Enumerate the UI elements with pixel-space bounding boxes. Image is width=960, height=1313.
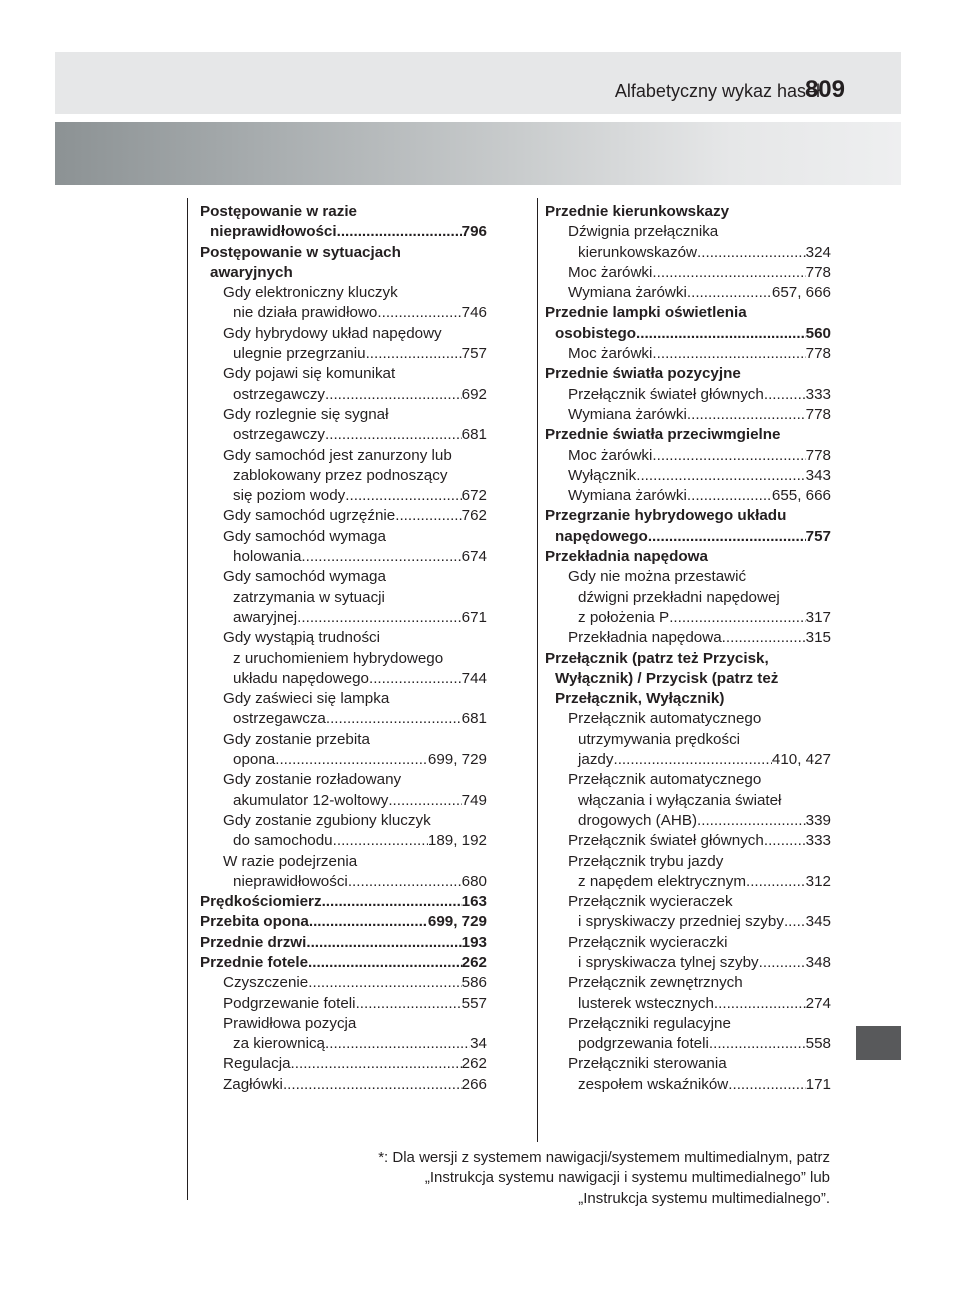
index-entry [200, 364, 487, 405]
dot-leader [283, 1075, 462, 1095]
index-entry [545, 425, 831, 445]
page-reference: 163 [461, 893, 487, 911]
dot-leader [337, 222, 462, 242]
index-entry [200, 994, 487, 1014]
index-entry [200, 953, 487, 973]
index-entry [545, 649, 831, 710]
dot-leader [326, 709, 462, 729]
index-entry [200, 933, 487, 953]
page-reference: 266 [461, 1075, 487, 1093]
index-entry-text: Przełącznik trybu jazdy [568, 852, 724, 870]
page-reference: 744 [461, 669, 487, 687]
dot-leader [308, 973, 461, 993]
index-entry [200, 912, 487, 932]
dot-leader [325, 385, 462, 405]
dot-leader [308, 953, 462, 973]
index-entry-text: Zagłówki [223, 1075, 283, 1093]
index-entry-text: z położenia P [578, 608, 670, 626]
index-entry [200, 689, 487, 730]
index-entry-text: awaryjnych [210, 263, 293, 281]
index-entry [200, 628, 487, 689]
index-entry-text: Moc żarówki [568, 263, 653, 281]
dot-leader [687, 486, 772, 506]
footnote-line: *: Dla wersji z systemem nawigacji/systemem multimedialnym, patrz [378, 1149, 830, 1166]
index-entry-text: Moc żarówki [568, 345, 653, 363]
dot-leader [728, 1075, 805, 1095]
index-entry [200, 730, 487, 771]
index-entry-text: Gdy rozlegnie się sygnał [223, 405, 389, 423]
page-reference: 333 [805, 385, 831, 403]
index-entry-text: Przełącznik zewnętrznych [568, 974, 743, 992]
index-entry [545, 222, 831, 263]
dot-leader [652, 344, 805, 364]
index-entry-text: Gdy hybrydowy układ napędowy [223, 324, 442, 342]
index-entry-text: Moc żarówki [568, 446, 653, 464]
section-tab [856, 1026, 901, 1060]
dot-leader [301, 547, 461, 567]
page-reference: 315 [805, 629, 831, 647]
index-entry-text: Przednie drzwi [200, 933, 307, 951]
index-entry-text: Gdy elektroniczny kluczyk [223, 284, 398, 302]
index-entry-text: Przełącznik automatycznego [568, 771, 762, 789]
page-reference: 657, 666 [771, 284, 831, 302]
index-entry [545, 933, 831, 974]
page-reference: 778 [805, 405, 831, 423]
index-entry [545, 973, 831, 1014]
page-reference: 557 [461, 994, 487, 1012]
dot-leader [613, 750, 771, 770]
page-reference: 674 [461, 548, 487, 566]
index-entry-text: ulegnie przegrzaniu [233, 345, 366, 363]
page-reference: 586 [461, 974, 487, 992]
dot-leader [687, 405, 806, 425]
dot-leader [297, 608, 462, 628]
page-reference: 778 [805, 345, 831, 363]
index-entry-text: Wymiana żarówki [568, 487, 687, 505]
index-entry-text: Przegrzanie hybrydowego układu [545, 507, 787, 525]
index-entry [545, 1014, 831, 1055]
index-entry-text: układu napędowego [233, 669, 369, 687]
dot-leader [722, 628, 806, 648]
index-entry-text: zablokowany przez podnoszący [233, 466, 448, 484]
dot-leader [348, 872, 462, 892]
index-entry-text: Postępowanie w razie [200, 203, 357, 220]
page-reference: 410, 427 [771, 751, 831, 769]
page-reference: 757 [805, 527, 831, 545]
index-entry [200, 243, 487, 284]
index-entry-text: Regulacja [223, 1055, 291, 1073]
dot-leader [697, 243, 806, 263]
index-entry-text: Gdy zaświeci się lampka [223, 690, 390, 708]
index-entry [545, 567, 831, 628]
footnote-line: „Instrukcja systemu nawigacji i systemu multimedialnego” lub [424, 1169, 830, 1187]
page-reference: 312 [805, 872, 831, 890]
dot-leader [669, 608, 805, 628]
index-entry-text: kierunkowskazów [578, 243, 698, 261]
page-reference: 560 [805, 324, 831, 342]
index-entry [545, 506, 831, 547]
index-entry-text: zespołem wskaźników [578, 1075, 729, 1093]
index-entry [200, 1075, 487, 1095]
index-entry-text: Przekładnia napędowa [568, 629, 722, 647]
index-entry-text: utrzymywania prędkości [578, 730, 741, 748]
page-reference: 746 [461, 304, 487, 322]
index-entry-text: nieprawidłowości [233, 872, 348, 890]
index-entry-text: za kierownicą [233, 1035, 326, 1053]
dot-leader [369, 669, 462, 689]
page-reference: 189, 192 [427, 832, 487, 850]
index-entry [200, 506, 487, 526]
index-entry-text: Przednie kierunkowskazy [545, 203, 730, 220]
index-entry-text: Przekładnia napędowa [545, 548, 708, 566]
dot-leader [714, 994, 806, 1014]
index-entry-text: Dźwignia przełącznika [568, 223, 719, 241]
column-divider-left [187, 198, 188, 1200]
page-reference: 558 [805, 1035, 831, 1053]
page-reference: 262 [461, 953, 487, 971]
index-entry [200, 811, 487, 852]
index-entry [545, 344, 831, 364]
dot-leader [275, 750, 428, 770]
index-entry-text: opona [233, 751, 276, 769]
index-entry-text: się poziom wody [233, 487, 346, 505]
dot-leader [652, 263, 805, 283]
index-entry-text: nie działa prawidłowo [233, 304, 378, 322]
page-reference: 681 [461, 426, 487, 444]
page-reference: 749 [461, 791, 487, 809]
index-entry-text: do samochodu [233, 832, 333, 850]
page-reference: 796 [461, 223, 487, 241]
index-entry-text: W razie podejrzenia [223, 852, 358, 870]
page-reference: 324 [805, 243, 831, 261]
index-entry-text: Przełącznik wycieraczki [568, 933, 728, 951]
page-reference: 193 [461, 933, 487, 951]
page-title: Alfabetyczny wykaz haseł [614, 81, 820, 101]
page-reference: 345 [805, 913, 831, 931]
index-entry-text: Przełączniki sterowania [568, 1055, 727, 1073]
dot-leader [636, 466, 805, 486]
index-entry-text: Przełącznik świateł głównych [568, 832, 764, 850]
index-entry [545, 628, 831, 648]
dot-leader [388, 791, 461, 811]
index-entry [545, 547, 831, 567]
index-entry [200, 1014, 487, 1055]
index-entry-text: zatrzymania w sytuacji [233, 588, 385, 606]
index-entry-text: Wymiana żarówki [568, 405, 687, 423]
index-entry-text: Postępowanie w sytuacjach [200, 243, 401, 261]
index-entry [545, 852, 831, 893]
column-divider-middle [537, 198, 538, 1142]
index-entry [545, 1054, 831, 1095]
page-reference: 680 [461, 872, 487, 890]
index-entry [545, 770, 831, 831]
index-entry-text: ostrzegawczy [233, 385, 326, 403]
index-entry-text: Przełącznik, Wyłącznik) [555, 690, 725, 708]
page-reference: 778 [805, 446, 831, 464]
index-entry-text: Czyszczenie [223, 974, 309, 992]
index-entry [200, 202, 487, 243]
index-entry-text: osobistego [555, 324, 637, 342]
dot-leader [345, 486, 461, 506]
index-entry-text: Przełącznik automatycznego [568, 710, 762, 728]
page-reference: 655, 666 [771, 487, 831, 505]
index-entry [545, 892, 831, 933]
header-banner [55, 122, 901, 185]
page-reference: 333 [805, 832, 831, 850]
index-entry-text: Przednie światła pozycyjne [545, 365, 741, 383]
index-entry-text: Przełącznik (patrz też Przycisk, [545, 649, 769, 667]
dot-leader [759, 953, 806, 973]
index-entry [545, 486, 831, 506]
index-entry [200, 324, 487, 365]
dot-leader [746, 872, 806, 892]
index-entry-text: Przełącznik wycieraczek [568, 893, 733, 911]
page-reference: 692 [461, 385, 487, 403]
footnote-line: „Instrukcja systemu multimedialnego”. [578, 1189, 830, 1207]
dot-leader [764, 385, 806, 405]
dot-leader [697, 811, 806, 831]
index-entry [200, 283, 487, 324]
dot-leader [709, 1034, 806, 1054]
index-entry [545, 385, 831, 405]
index-entry-text: Przełączniki regulacyjne [568, 1014, 731, 1032]
page-reference: 757 [461, 345, 487, 363]
page-number: 809 [804, 76, 845, 103]
index-entry [545, 364, 831, 384]
index-entry [545, 405, 831, 425]
dot-leader [395, 506, 461, 526]
page-reference: 274 [805, 994, 831, 1012]
index-entry [545, 303, 831, 344]
index-entry [545, 831, 831, 851]
page-reference: 348 [805, 953, 831, 971]
index-entry-text: włączania i wyłączania świateł [578, 791, 782, 809]
dot-leader [687, 283, 772, 303]
index-entry-text: lusterek wstecznych [578, 994, 714, 1012]
index-entry-text: Przednie światła przeciwmgielne [545, 426, 781, 444]
page-reference: 317 [805, 608, 831, 626]
index-entry-text: Gdy zostanie przebita [223, 730, 370, 748]
index-entry-text: Gdy zostanie zgubiony kluczyk [223, 811, 431, 829]
footnote [378, 1148, 830, 1209]
index-entry-text: awaryjnej [233, 608, 298, 626]
index-entry [545, 283, 831, 303]
page-reference: 343 [805, 466, 831, 484]
index-entry-text: dźwigni przekładni napędowej [578, 588, 780, 606]
index-entry-text: i spryskiwacza tylnej szyby [578, 953, 759, 971]
index-entry-text: Podgrzewanie foteli [223, 994, 356, 1012]
index-entry-text: Wyłącznik [568, 466, 637, 484]
index-entry [200, 527, 487, 568]
page-reference: 672 [461, 487, 487, 505]
index-entry-text: Gdy samochód ugrzęźnie [223, 507, 396, 525]
page-reference: 171 [805, 1075, 831, 1093]
index-entry-text: podgrzewania foteli [578, 1035, 709, 1053]
index-entry-text: ostrzegawcza [233, 710, 326, 728]
index-entry-text: nieprawidłowości [210, 223, 337, 241]
index-entry-text: Przednie lampki oświetlenia [545, 304, 747, 322]
index-entry-text: Wymiana żarówki [568, 284, 687, 302]
index-entry-text: Gdy samochód wymaga [223, 568, 386, 586]
index-entry [545, 709, 831, 770]
index-entry [200, 446, 487, 507]
index-entry [545, 446, 831, 466]
index-entry-text: akumulator 12-woltowy [233, 791, 389, 809]
page-reference: 262 [461, 1055, 487, 1073]
dot-leader [322, 892, 462, 912]
index-entry-text: holowania [233, 548, 302, 566]
dot-leader [652, 446, 805, 466]
index-entry-text: z napędem elektrycznym [578, 872, 746, 890]
index-entry-text: Gdy zostanie rozładowany [223, 771, 402, 789]
dot-leader [784, 912, 806, 932]
index-entry [200, 405, 487, 446]
index-entry [200, 973, 487, 993]
index-entry-text: Gdy samochód jest zanurzony lub [223, 446, 452, 464]
page-reference: 699, 729 [427, 913, 487, 931]
dot-leader [377, 303, 461, 323]
index-entry-text: ostrzegawczy [233, 426, 326, 444]
page-reference: 34 [470, 1035, 487, 1053]
index-entry-text: z uruchomieniem hybrydowego [233, 649, 444, 667]
dot-leader [291, 1054, 462, 1074]
index-entry-text: jazdy [578, 751, 614, 769]
dot-leader [333, 831, 428, 851]
index-entry-text: drogowych (AHB) [578, 811, 698, 829]
index-entry-text: Przednie fotele [200, 953, 309, 971]
index-entry [545, 263, 831, 283]
index-entry-text: i spryskiwaczy przedniej szyby [578, 913, 784, 931]
dot-leader [325, 425, 462, 445]
dot-leader [356, 994, 462, 1014]
index-entry [200, 892, 487, 912]
page-reference: 671 [461, 608, 487, 626]
index-entry-text: napędowego [555, 527, 648, 545]
index-entry-text: Gdy wystąpią trudności [223, 629, 381, 647]
index-entry-text: Przełącznik świateł głównych [568, 385, 764, 403]
dot-leader [306, 933, 461, 953]
page-reference: 681 [461, 710, 487, 728]
index-entry [200, 567, 487, 628]
dot-leader [764, 831, 806, 851]
index-entry-text: Prawidłowa pozycja [223, 1014, 357, 1032]
page-reference: 699, 729 [427, 751, 487, 769]
index-entry-text: Przebita opona [200, 913, 309, 931]
index-entry-text: Gdy samochód wymaga [223, 527, 386, 545]
dot-leader [648, 527, 806, 547]
dot-leader [636, 324, 806, 344]
index-entry-text: Prędkościomierz [200, 893, 322, 911]
index-entry [200, 852, 487, 893]
dot-leader [309, 912, 428, 932]
page-reference: 339 [805, 811, 831, 829]
index-entry [545, 202, 831, 222]
page-reference: 762 [461, 507, 487, 525]
dot-leader [366, 344, 462, 364]
index-entry-text: Wyłącznik) / Przycisk (patrz też [555, 669, 779, 687]
index-column-right [545, 202, 831, 1095]
index-entry-text: Gdy nie można przestawić [568, 568, 747, 586]
index-entry [545, 466, 831, 486]
index-entry [200, 770, 487, 811]
index-entry [200, 1054, 487, 1074]
index-column-left [200, 202, 487, 1095]
index-entry-text: Gdy pojawi się komunikat [223, 365, 396, 383]
dot-leader [325, 1034, 470, 1054]
page-reference: 778 [805, 263, 831, 281]
